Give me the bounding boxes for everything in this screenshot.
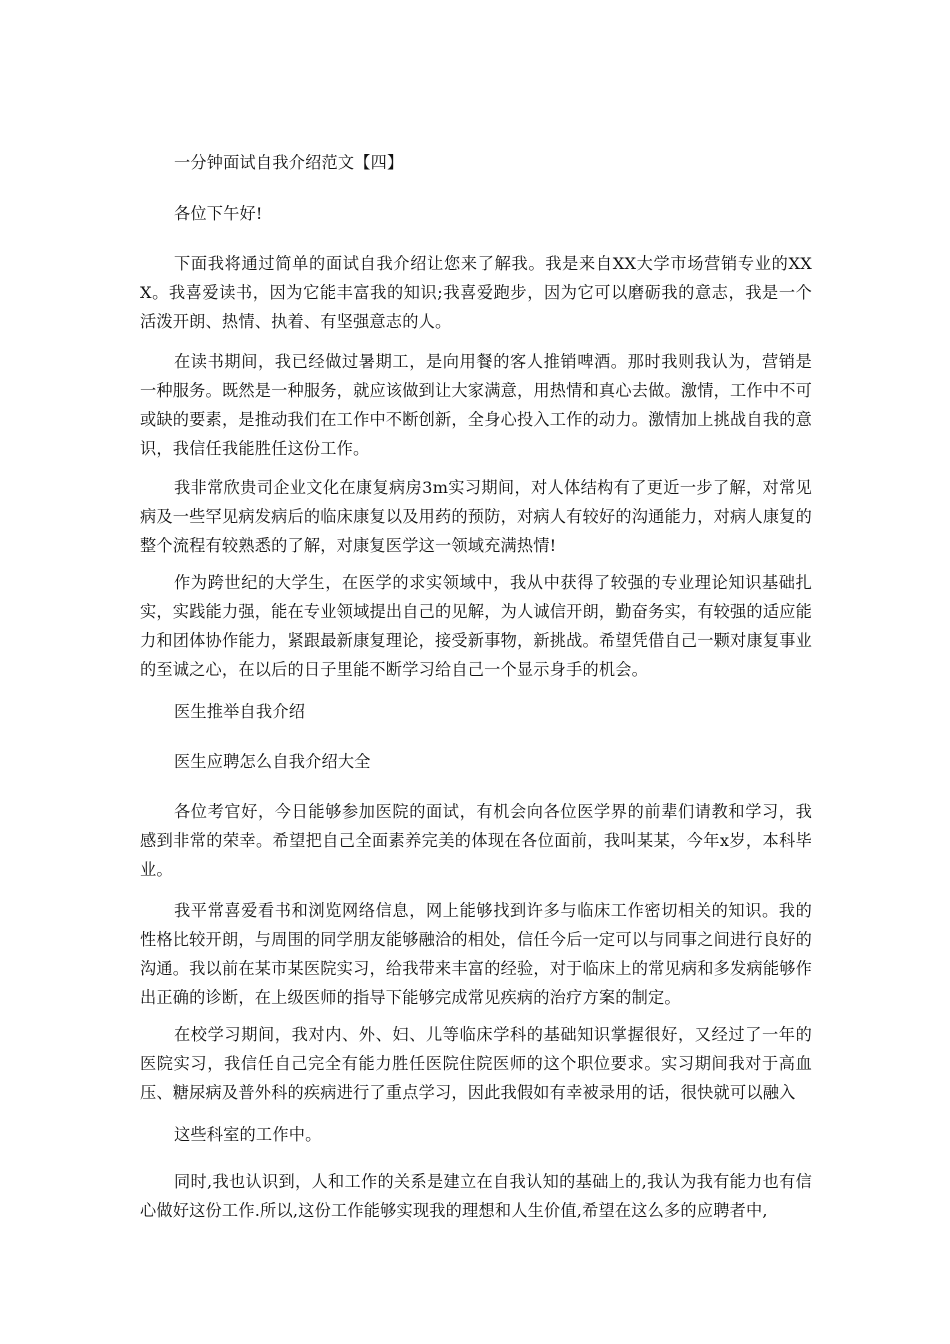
paragraph-ambition: 作为跨世纪的大学生，在医学的求实领域中，我从中获得了较强的专业理论知识基础扎实，实践能力强，能在专业领域提出自己的见解，为人诚信开朗，勤奋务实，有较强的适应能力和团体协作能力，紧跟最新康复理论，接受新事物，新挑战。希望凭借自己一颗对康复事业的至诚之心，在以后的日子里能不断学习给自己一个显示身手的机会。 [140,573,812,679]
paragraph-continuation: 这些科室的工作中。 [174,1125,322,1144]
paragraph-study-period: 在读书期间，我已经做过暑期工，是向用餐的客人推销啤酒。那时我则我认为，营销是一种服务。既然是一种服务，就应该做到让大家满意，用热情和真心去做。激情，工作中不可或缺的要素，是推动我们在工作中不断创新，全身心投入工作的动力。激情加上挑战自我的意识，我信任我能胜任这份工作。 [140,352,812,458]
paragraph-internship: 我非常欣贵司企业文化在康复病房3m实习期间，对人体结构有了更近一步了解，对常见病及一些罕见病发病后的临床康复以及用药的预防，对病人有较好的沟通能力，对病人康复的整个流程有较熟悉的了解，对康复医学这一领域充满热情! [140,478,812,555]
paragraph-school-study: 在校学习期间，我对内、外、妇、儿等临床学科的基础知识掌握很好，又经过了一年的医院实习，我信任自己完全有能力胜任医院住院医师的这个职位要求。实习期间我对于高血压、糖尿病及普外科的疾病进行了重点学习，因此我假如有幸被录用的话，很快就可以融入 [140,1025,812,1102]
paragraph-examiners: 各位考官好，今日能够参加医院的面试，有机会向各位医学界的前辈们请教和学习，我感到非常的荣幸。希望把自己全面素养完美的体现在各位面前，我叫某某，今年x岁，本科毕业。 [140,802,812,879]
paragraph-personality: 我平常喜爱看书和浏览网络信息，网上能够找到许多与临床工作密切相关的知识。我的性格比较开朗，与周围的同学朋友能够融洽的相处，信任今后一定可以与同事之间进行良好的沟通。我以前在某市某医院实习，给我带来丰富的经验，对于临床上的常见病和多发病能够作出正确的诊断，在上级医师的指导下能够完成常见疾病的治疗方案的制定。 [140,901,812,1007]
paragraph-intro: 下面我将通过简单的面试自我介绍让您来了解我。我是来自XX大学市场营销专业的XXX。我喜爱读书，因为它能丰富我的知识;我喜爱跑步，因为它可以磨砺我的意志，我是一个活泼开朗、热情、执着、有坚强意志的人。 [140,254,812,331]
document-heading: 一分钟面试自我介绍范文【四】 [174,153,404,172]
paragraph-greeting: 各位下午好! [174,204,263,223]
section-title-doctor-intro: 医生推举自我介绍 [174,702,306,721]
paragraph-conclusion: 同时,我也认识到，人和工作的关系是建立在自我认知的基础上的,我认为我有能力也有信心做好这份工作.所以,这份工作能够实现我的理想和人生价值,希望在这么多的应聘者中, [140,1172,812,1220]
section-title-doctor-interview: 医生应聘怎么自我介绍大全 [174,752,371,771]
